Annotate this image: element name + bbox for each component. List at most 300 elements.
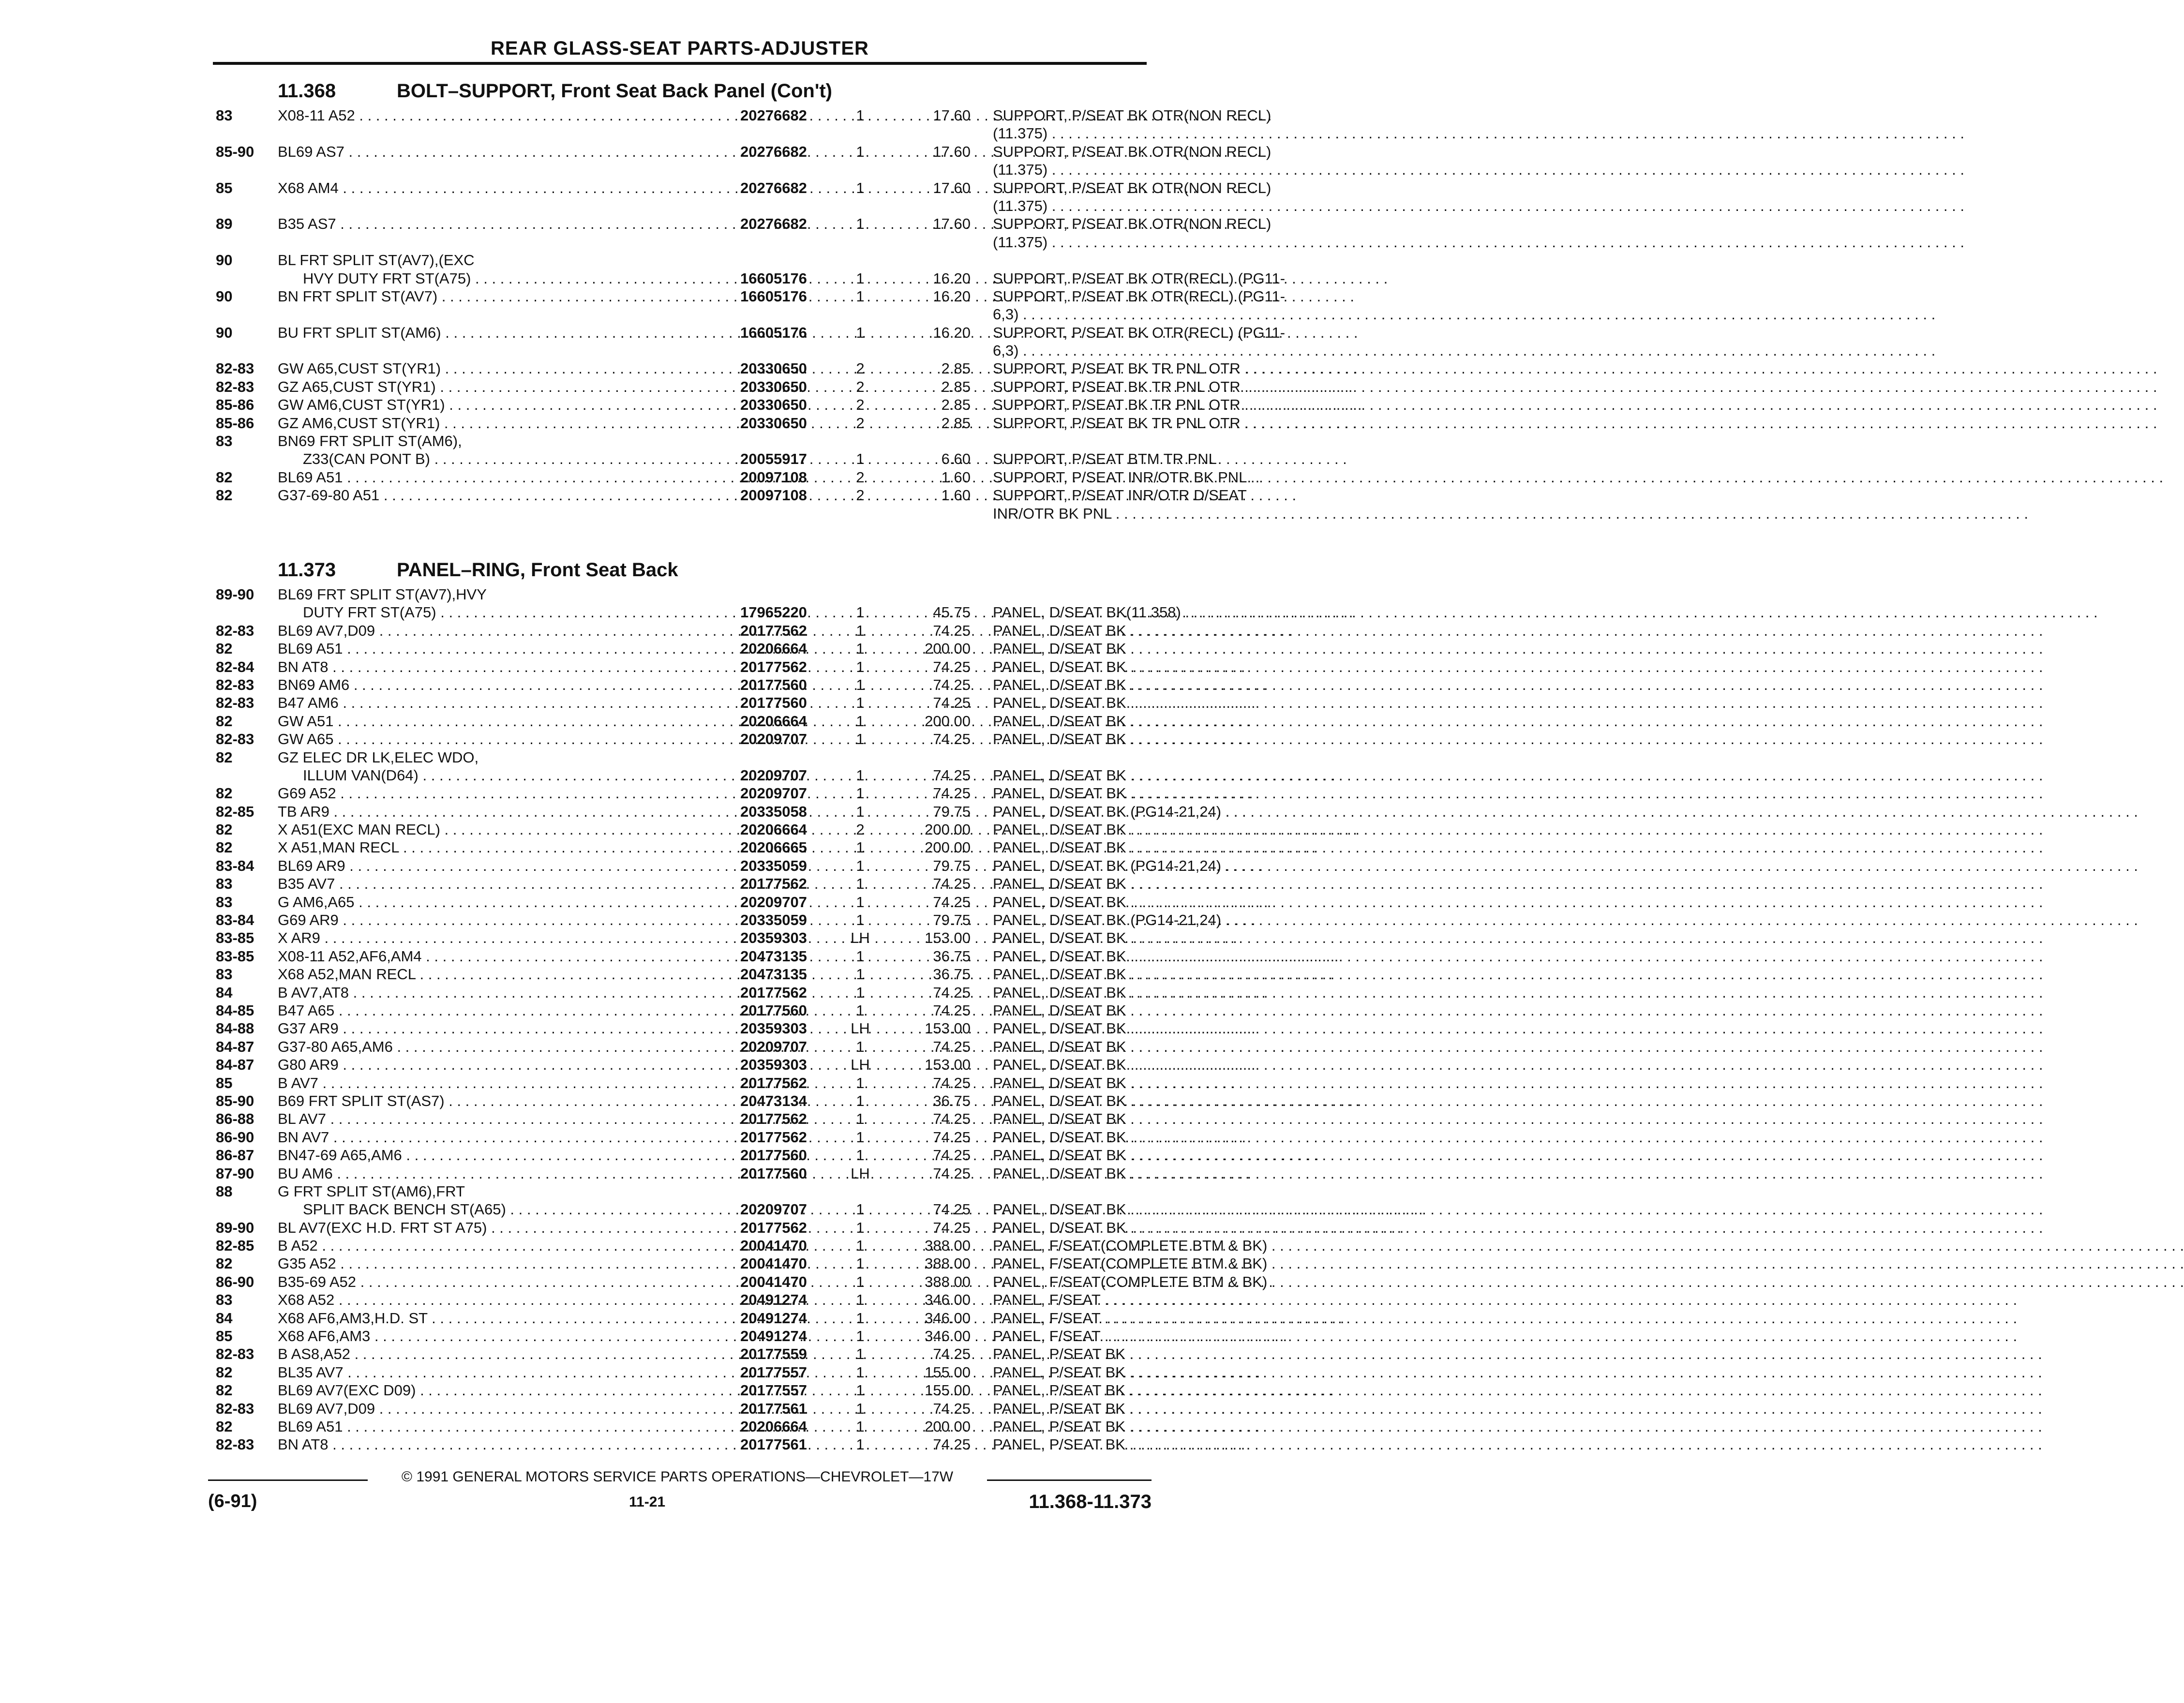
row-line — [208, 658, 1156, 676]
model-years: 87-90 — [216, 1165, 254, 1182]
price: 153.00 — [925, 1056, 971, 1074]
table-row — [208, 1400, 1156, 1418]
price: 388.00 — [925, 1237, 971, 1255]
part-number: 16605176 — [740, 324, 807, 341]
quantity: LH — [851, 1165, 870, 1182]
part-description: PANEL, P/SEAT BK . . . — [993, 1435, 1346, 1453]
model-years: 83 — [216, 966, 233, 983]
row-line — [208, 1019, 1156, 1037]
part-number: 20177562 — [740, 1110, 807, 1128]
table-row — [208, 1418, 1156, 1435]
model-years: 82-83 — [216, 360, 254, 377]
header-rule — [213, 62, 1147, 65]
quantity: 1 — [856, 984, 865, 1001]
part-description: SUPPORT, P/SEAT BK TR PNL OTR . . . — [993, 414, 1346, 432]
part-number: 20209707 — [740, 893, 807, 911]
table-row — [208, 1273, 1268, 1291]
part-number: 20209707 — [740, 1038, 807, 1055]
part-description: INR/OTR BK PNL . . . — [993, 505, 1346, 523]
application-text: GW AM6,CUST ST(YR1) . . . — [278, 396, 746, 414]
application-text: BN FRT SPLIT ST(AV7) . . . — [278, 287, 746, 305]
quantity: 1 — [856, 1038, 865, 1055]
price: 1.60 — [941, 468, 971, 486]
application-text: G AM6,A65 . . . — [278, 893, 746, 911]
application-text: B AV7 . . . — [278, 1074, 746, 1092]
model-years: 82 — [216, 1363, 233, 1381]
row-line — [208, 712, 1156, 730]
part-number: 16605176 — [740, 269, 807, 287]
part-number: 20330650 — [740, 414, 807, 432]
row-line — [208, 396, 1241, 414]
model-years: 86-90 — [216, 1128, 254, 1146]
application-text: X AR9 . . . — [278, 929, 746, 947]
part-description: SUPPORT, P/SEAT INR/OTR D/SEAT — [993, 487, 1247, 504]
price: 2.85 — [941, 360, 971, 377]
price: 200.00 — [925, 1418, 971, 1435]
application-text: G69 AR9 . . . — [278, 911, 746, 929]
part-number: 20177562 — [740, 1074, 807, 1091]
model-years: 82 — [216, 468, 233, 486]
table-row — [208, 1255, 1268, 1272]
part-number: 20335058 — [740, 803, 807, 820]
model-years: 86-90 — [216, 1273, 254, 1290]
quantity: 2 — [856, 468, 865, 486]
row-line — [208, 875, 1156, 893]
quantity: 1 — [856, 604, 865, 621]
part-description: PANEL, F/SEAT . . . — [993, 1327, 1346, 1345]
quantity: 1 — [856, 1219, 865, 1236]
application-text: X68 AM4 . . . — [278, 179, 746, 197]
part-number: 20206664 — [740, 640, 807, 657]
application-text: BL AV7(EXC H.D. FRT ST A75) . . . — [278, 1219, 746, 1237]
part-description: PANEL, D/SEAT BK . . . — [993, 1092, 1346, 1110]
table-row — [208, 1038, 1156, 1056]
table-row — [208, 396, 1241, 414]
table-row — [208, 893, 1156, 911]
part-description: PANEL, D/SEAT BK . . . — [993, 1110, 1346, 1128]
quantity: 1 — [856, 143, 865, 160]
quantity: 1 — [856, 622, 865, 639]
quantity: 1 — [856, 1273, 865, 1290]
part-number: 20335059 — [740, 857, 807, 874]
table-row — [208, 821, 1156, 838]
quantity: LH — [851, 1056, 870, 1074]
model-years: 85 — [216, 1074, 233, 1091]
model-years: 82 — [216, 1418, 233, 1435]
part-description: PANEL, F/SEAT(COMPLETE BTM & BK) . . . — [993, 1273, 1346, 1291]
part-number: 20491274 — [740, 1328, 807, 1345]
price: 200.00 — [925, 839, 971, 856]
part-description: SUPPORT, P/SEAT BK OTR(RECL) (PG11- — [993, 269, 1286, 287]
table-row — [208, 1435, 1156, 1453]
model-years: 90 — [216, 324, 233, 341]
table-row — [208, 803, 1222, 821]
model-years: 83-85 — [216, 929, 254, 947]
table-row — [208, 287, 1286, 324]
quantity: 1 — [856, 287, 865, 305]
table-row — [208, 1381, 1156, 1399]
price: 74.25 — [933, 1219, 971, 1236]
quantity: 1 — [856, 1147, 865, 1164]
part-number: 20177562 — [740, 875, 807, 893]
part-description: PANEL, D/SEAT BK . . . — [993, 875, 1346, 893]
model-years: 84-87 — [216, 1056, 254, 1074]
application-text: B35 AS7 . . . — [278, 215, 746, 233]
application-text: G69 A52 . . . — [278, 784, 746, 802]
part-description: PANEL, D/SEAT BK (PG14-21,24) . . . — [993, 911, 1346, 929]
part-description: SUPPORT, P/SEAT BK TR PNL OTR . . . — [993, 359, 1346, 377]
model-years: 83 — [216, 1291, 233, 1309]
application-text: GZ ELEC DR LK,ELEC WDO, — [278, 748, 479, 766]
application-text: X08-11 A52,AF6,AM4 . . . — [278, 947, 746, 965]
price: 74.25 — [933, 1147, 971, 1164]
application-text: G80 AR9 . . . — [278, 1056, 746, 1074]
model-years: 90 — [216, 252, 233, 269]
quantity: 2 — [856, 396, 865, 414]
model-years: 83 — [216, 433, 233, 450]
part-number: 20041470 — [740, 1237, 807, 1255]
part-number: 20206664 — [740, 821, 807, 838]
section-title: BOLT–SUPPORT, Front Seat Back Panel (Con't) — [397, 80, 832, 102]
row-line — [208, 233, 1156, 251]
price: 74.25 — [933, 731, 971, 748]
table-row — [208, 640, 1156, 657]
model-years: 82 — [216, 712, 233, 730]
part-number: 20276682 — [740, 215, 807, 233]
application-text: SPLIT BACK BENCH ST(A65) . . . — [303, 1200, 746, 1218]
model-years: 86-87 — [216, 1147, 254, 1164]
application-text: BL69 A51 . . . — [278, 1418, 746, 1435]
price: 36.75 — [933, 966, 971, 983]
price: 17.60 — [933, 143, 971, 160]
row-line — [208, 342, 1156, 359]
row-line — [208, 1273, 1268, 1291]
price: 74.25 — [933, 785, 971, 802]
application-text: B AS8,A52 . . . — [278, 1345, 746, 1363]
part-description: (11.375) . . . — [993, 197, 1346, 215]
part-number: 20097108 — [740, 487, 807, 504]
part-description: PANEL, D/SEAT BK . . . — [993, 965, 1346, 983]
quantity: 1 — [856, 1092, 865, 1109]
model-years: 82-83 — [216, 694, 254, 712]
part-description: PANEL, D/SEAT BK . . . — [993, 838, 1346, 856]
application-text: GW A65 . . . — [278, 730, 746, 748]
application-text: G37 AR9 . . . — [278, 1019, 746, 1037]
table-row — [208, 1237, 1268, 1255]
quantity: LH — [851, 929, 870, 947]
row-line — [208, 305, 1156, 323]
row-line — [208, 378, 1241, 396]
price: 200.00 — [925, 640, 971, 657]
part-number: 20177562 — [740, 622, 807, 639]
table-row — [208, 838, 1156, 856]
part-number: 20491274 — [740, 1291, 807, 1309]
model-years: 82 — [216, 785, 233, 802]
application-text: DUTY FRT ST(A75) . . . — [303, 603, 746, 621]
part-description: SUPPORT, P/SEAT BK OTR(NON RECL) — [993, 143, 1272, 160]
part-number: 20209707 — [740, 1201, 807, 1218]
part-description: PANEL, D/SEAT BK . . . — [993, 1074, 1346, 1092]
page-title: REAR GLASS-SEAT PARTS-ADJUSTER — [491, 38, 869, 59]
price: 16.20 — [933, 324, 971, 341]
part-description: SUPPORT, P/SEAT INR/OTR BK PNL . . . — [993, 468, 1346, 486]
table-row — [208, 1019, 1156, 1037]
parts-list — [208, 585, 1268, 1454]
price: 2.85 — [941, 378, 971, 395]
application-text: Z33(CAN PONT B) . . . — [303, 450, 746, 468]
price: 17.60 — [933, 215, 971, 233]
part-number: 20177559 — [740, 1345, 807, 1363]
application-text: X68 AF6,AM3 . . . — [278, 1327, 746, 1345]
part-number: 20209707 — [740, 785, 807, 802]
row-line — [208, 414, 1241, 432]
model-years: 85-86 — [216, 414, 254, 432]
row-line — [208, 911, 1222, 929]
table-row — [208, 215, 1272, 251]
application-text: B47 AM6 . . . — [278, 694, 746, 712]
application-text: X A51,MAN RECL . . . — [278, 838, 746, 856]
application-text: BL AV7 . . . — [278, 1110, 746, 1128]
table-row — [208, 712, 1156, 730]
price: 346.00 — [925, 1291, 971, 1309]
quantity: 1 — [856, 966, 865, 983]
part-number: 20359303 — [740, 1020, 807, 1037]
table-row — [208, 179, 1272, 215]
application-text: X A51(EXC MAN RECL) . . . — [278, 821, 746, 838]
application-text: BL69 AV7(EXC D09) . . . — [278, 1381, 746, 1399]
part-description: PANEL, D/SEAT BK . . . — [993, 1019, 1346, 1037]
table-row — [208, 324, 1286, 360]
application-text: BN AT8 . . . — [278, 658, 746, 676]
row-line — [208, 1056, 1156, 1074]
table-row — [208, 875, 1156, 893]
part-number: 20177562 — [740, 1128, 807, 1146]
section-panel-ring — [208, 556, 1268, 1454]
part-number: 20206665 — [740, 839, 807, 856]
table-row — [208, 359, 1241, 377]
quantity: 1 — [856, 1328, 865, 1345]
price: 79.75 — [933, 857, 971, 874]
model-years: 86-88 — [216, 1110, 254, 1128]
quantity: 1 — [856, 676, 865, 693]
model-years: 82 — [216, 839, 233, 856]
quantity: 1 — [856, 1436, 865, 1453]
application-text: B47 A65 . . . — [278, 1001, 746, 1019]
table-row — [208, 984, 1156, 1001]
quantity: 1 — [856, 1201, 865, 1218]
table-row — [208, 676, 1156, 694]
price: 74.25 — [933, 658, 971, 675]
quantity: 1 — [856, 179, 865, 196]
model-years: 83-84 — [216, 911, 254, 929]
model-years: 82 — [216, 1382, 233, 1399]
part-description: PANEL, D/SEAT BK . . . — [993, 784, 1346, 802]
row-line — [208, 857, 1222, 875]
part-description: SUPPORT, P/SEAT BK OTR(NON RECL) — [993, 107, 1272, 124]
row-line — [208, 947, 1156, 965]
row-line — [208, 1110, 1156, 1128]
price: 16.20 — [933, 269, 971, 287]
quantity: 1 — [856, 1309, 865, 1327]
model-years: 84-87 — [216, 1038, 254, 1055]
quantity: 1 — [856, 1001, 865, 1019]
row-line — [208, 1381, 1156, 1399]
row-line — [208, 197, 1156, 215]
model-years: 83-85 — [216, 947, 254, 965]
quantity: 1 — [856, 1363, 865, 1381]
application-text: BN AT8 . . . — [278, 1435, 746, 1453]
row-line — [208, 1092, 1156, 1110]
model-years: 82 — [216, 640, 233, 657]
part-description: SUPPORT, P/SEAT BK OTR(NON RECL) — [993, 179, 1272, 196]
part-number: 20177562 — [740, 984, 807, 1001]
application-text: BN47-69 A65,AM6 . . . — [278, 1146, 746, 1164]
table-row — [208, 432, 1217, 468]
model-years: 82-83 — [216, 1436, 254, 1453]
row-line — [208, 1219, 1156, 1237]
model-years: 82-83 — [216, 1345, 254, 1363]
application-text: BN AV7 . . . — [278, 1128, 746, 1146]
row-line — [208, 1435, 1156, 1453]
table-row — [208, 585, 1181, 622]
part-number: 20177561 — [740, 1400, 807, 1417]
table-row — [208, 1165, 1156, 1182]
table-row — [208, 1291, 1156, 1309]
row-line — [208, 450, 1217, 468]
row-line — [208, 179, 1272, 197]
row-line — [208, 269, 1286, 287]
row-line — [208, 124, 1156, 142]
model-years: 82 — [216, 1255, 233, 1272]
part-number: 20177557 — [740, 1363, 807, 1381]
part-description: SUPPORT, P/SEAT BK OTR(RECL) (PG11- — [993, 287, 1286, 305]
application-text: GW A51 . . . — [278, 712, 746, 730]
model-years: 82-83 — [216, 731, 254, 748]
table-row — [208, 1056, 1156, 1074]
part-description: PANEL, D/SEAT BK . . . — [993, 1038, 1346, 1056]
application-text: BL69 AS7 . . . — [278, 143, 746, 161]
application-text: B35-69 A52 . . . — [278, 1273, 746, 1291]
section-range: 11.368-11.373 — [1029, 1491, 1152, 1512]
table-row — [208, 486, 1247, 523]
application-text: X68 A52,MAN RECL . . . — [278, 965, 746, 983]
part-description: (11.375) . . . — [993, 124, 1346, 142]
part-description: PANEL, D/SEAT BK (PG14-21,24) . . . — [993, 857, 1346, 875]
part-number: 20177562 — [740, 1219, 807, 1236]
parts-list — [208, 106, 1286, 523]
row-line — [208, 161, 1156, 179]
row-line — [208, 468, 1247, 486]
quantity: 1 — [856, 1237, 865, 1255]
row-line — [208, 287, 1286, 305]
price: 200.00 — [925, 712, 971, 730]
table-row — [208, 1110, 1156, 1128]
part-description: SUPPORT, P/SEAT BK TR PNL OTR . . . — [993, 396, 1346, 414]
application-text: GZ AM6,CUST ST(YR1) . . . — [278, 414, 746, 432]
price: 74.25 — [933, 875, 971, 893]
row-line — [208, 1182, 1156, 1200]
table-row — [208, 1345, 1156, 1363]
part-description: PANEL, D/SEAT BK . . . — [993, 640, 1346, 657]
quantity: 2 — [856, 487, 865, 504]
part-description: PANEL, F/SEAT(COMPLETE BTM & BK) . . . — [993, 1255, 1346, 1272]
price: 74.25 — [933, 1128, 971, 1146]
row-line — [208, 1128, 1156, 1146]
price: 16.20 — [933, 287, 971, 305]
footer-date: (6-91) — [208, 1491, 257, 1511]
row-line — [208, 585, 1156, 603]
row-line — [208, 1363, 1156, 1381]
table-row — [208, 414, 1241, 432]
application-text: B35 AV7 . . . — [278, 875, 746, 893]
price: 74.25 — [933, 1201, 971, 1218]
price: 2.85 — [941, 396, 971, 414]
part-description: PANEL, P/SEAT BK . . . — [993, 1381, 1346, 1399]
part-description: PANEL, F/SEAT . . . — [993, 1291, 1346, 1309]
part-description: PANEL, D/SEAT BK . . . — [993, 730, 1346, 748]
application-text: B A52 . . . — [278, 1237, 746, 1255]
application-text: B AV7,AT8 . . . — [278, 984, 746, 1001]
row-line — [208, 1200, 1156, 1218]
model-years: 84-88 — [216, 1020, 254, 1037]
table-row — [208, 929, 1156, 947]
model-years: 82-83 — [216, 676, 254, 693]
table-row — [208, 658, 1156, 676]
footer-rule — [987, 1479, 1152, 1481]
model-years: 82-83 — [216, 378, 254, 395]
application-text: G FRT SPLIT ST(AM6),FRT — [278, 1182, 465, 1200]
row-line — [208, 893, 1156, 911]
price: 74.25 — [933, 1110, 971, 1128]
part-description: PANEL, P/SEAT BK . . . — [993, 1418, 1346, 1435]
quantity: 1 — [856, 785, 865, 802]
row-line — [208, 505, 1156, 523]
model-years: 84 — [216, 984, 233, 1001]
quantity: 1 — [856, 324, 865, 341]
part-description: PANEL, D/SEAT BK . . . — [993, 1128, 1346, 1146]
price: 153.00 — [925, 929, 971, 947]
price: 1.60 — [941, 487, 971, 504]
footer-copyright: © 1991 GENERAL MOTORS SERVICE PARTS OPERATIONS—CHEVROLET—17W — [401, 1469, 954, 1485]
part-number: 20276682 — [740, 179, 807, 196]
section-heading — [208, 77, 1156, 106]
part-description: PANEL, F/SEAT(COMPLETE BTM & BK) . . . — [993, 1237, 1346, 1255]
quantity: 1 — [856, 857, 865, 874]
part-number: 20055917 — [740, 450, 807, 468]
quantity: 2 — [856, 378, 865, 395]
model-years: 88 — [216, 1182, 233, 1200]
quantity: 1 — [856, 269, 865, 287]
part-number: 20097108 — [740, 468, 807, 486]
application-text: BL69 AV7,D09 . . . — [278, 622, 746, 640]
table-row — [208, 1363, 1156, 1381]
application-text: B69 FRT SPLIT ST(AS7) . . . — [278, 1092, 746, 1110]
part-number: 20209707 — [740, 731, 807, 748]
part-description: PANEL, D/SEAT BK . . . — [993, 984, 1346, 1001]
model-years: 85 — [216, 179, 233, 196]
price: 74.25 — [933, 1165, 971, 1182]
application-text: BN69 FRT SPLIT ST(AM6), — [278, 433, 462, 450]
row-line — [208, 676, 1156, 694]
section-number: 11.373 — [278, 559, 336, 581]
part-number: 20041470 — [740, 1255, 807, 1272]
application-text: X68 A52 . . . — [278, 1291, 746, 1309]
quantity: 1 — [856, 893, 865, 911]
price: 74.25 — [933, 676, 971, 693]
row-line — [208, 640, 1156, 657]
model-years: 82-83 — [216, 622, 254, 639]
table-row — [208, 1074, 1156, 1092]
